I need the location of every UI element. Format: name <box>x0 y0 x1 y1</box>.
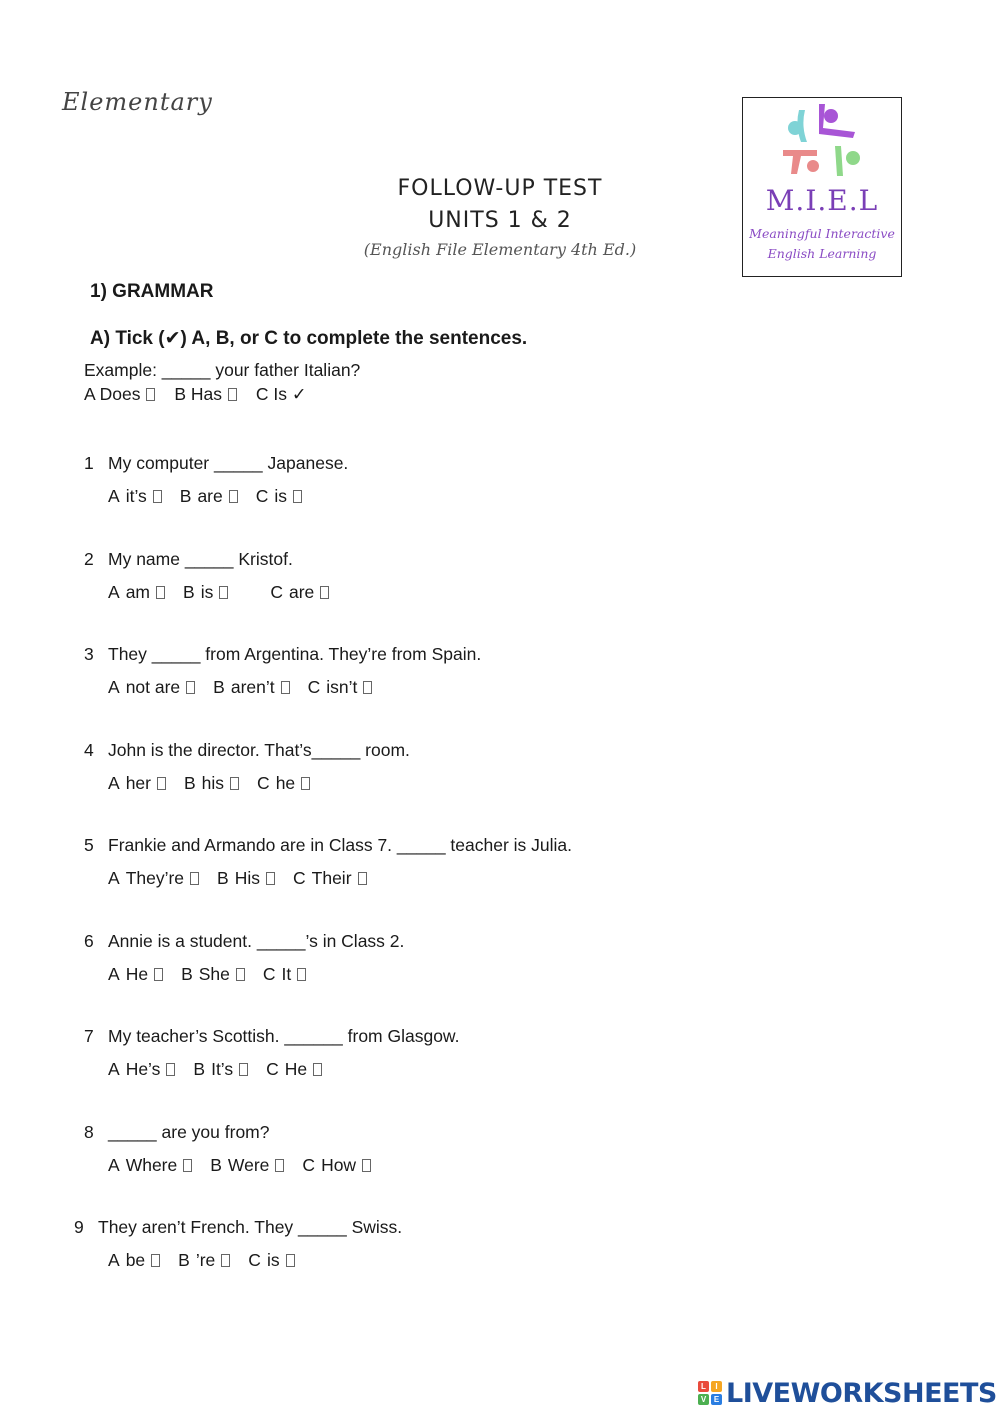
option-text: His <box>234 868 261 888</box>
miel-figures-icon <box>743 98 901 184</box>
option-text: ’re <box>195 1250 216 1270</box>
brand-cube: I <box>711 1381 722 1392</box>
option-letter: A <box>108 868 120 888</box>
question-text: _____ are you from? <box>108 1121 270 1142</box>
test-units: UNITS 1 & 2 <box>428 208 572 233</box>
example-option-text: Is <box>273 384 288 404</box>
answer-options <box>108 868 371 889</box>
question-number: 6 <box>84 930 94 951</box>
question-8 <box>84 1122 270 1143</box>
miel-logo <box>742 97 902 277</box>
level-label: Elementary <box>62 88 213 116</box>
answer-options <box>108 964 310 985</box>
question-number: 4 <box>84 739 94 760</box>
option-letter: B <box>183 772 196 793</box>
option-checkbox[interactable] <box>229 490 238 503</box>
logo-figure-body-purple <box>819 104 855 138</box>
option-checkbox[interactable] <box>156 586 165 599</box>
option-checkbox[interactable] <box>286 1254 295 1267</box>
option-letter: A <box>108 1059 120 1079</box>
option-letter: C <box>257 772 270 793</box>
option-letter: A <box>108 772 120 793</box>
option-checkbox[interactable] <box>153 490 162 503</box>
option-checkbox[interactable] <box>301 777 310 790</box>
option-checkbox[interactable] <box>313 1063 322 1076</box>
logo-figure-body-teal <box>797 110 807 142</box>
question-number: 8 <box>84 1121 94 1142</box>
question-number: 5 <box>84 835 94 855</box>
section-heading: 1) GRAMMAR <box>90 281 214 302</box>
option-letter: C <box>270 581 283 602</box>
option-letter: B <box>178 1250 190 1270</box>
answer-options <box>108 677 376 698</box>
instruction: A) Tick (✔) A, B, or C to complete the sentences. <box>90 328 528 349</box>
option-text: Their <box>311 868 352 888</box>
option-text: It <box>281 963 292 984</box>
question-text: They _____ from Argentina. They’re from Spain. <box>108 644 482 664</box>
option-checkbox[interactable] <box>166 1063 175 1076</box>
option-checkbox[interactable] <box>190 872 199 885</box>
option-checkbox[interactable] <box>151 1254 160 1267</box>
option-text: is <box>266 1250 280 1270</box>
option-text: he <box>275 772 296 793</box>
logo-name: M.I.E.L <box>765 184 879 217</box>
option-checkbox[interactable] <box>183 1159 192 1172</box>
brand-cube: E <box>711 1394 722 1405</box>
test-subtitle: (English File Elementary 4th Ed.) <box>363 240 637 259</box>
option-checkbox[interactable] <box>186 681 195 694</box>
question-2 <box>84 549 293 570</box>
option-text: He’s <box>125 1059 161 1079</box>
logo-figure-head-purple <box>824 109 838 123</box>
option-letter: C <box>248 1250 261 1270</box>
option-text: her <box>125 772 151 793</box>
check-mark-icon: ✓ <box>291 384 307 404</box>
option-checkbox[interactable] <box>297 968 306 981</box>
question-text: John is the director. That’s_____ room. <box>108 739 410 760</box>
logo-figure-body-green <box>835 146 843 176</box>
option-checkbox[interactable] <box>281 681 290 694</box>
answer-options <box>108 486 306 507</box>
answer-options <box>108 582 333 603</box>
option-letter: C <box>307 677 321 697</box>
option-text: be <box>125 1250 146 1270</box>
option-letter: B <box>193 1059 206 1079</box>
question-1 <box>84 453 348 474</box>
option-text: am <box>125 581 150 602</box>
example-option-text: Does <box>99 384 141 404</box>
option-text: He <box>125 963 149 984</box>
logo-figure-head-green <box>846 151 860 165</box>
brand-cube: V <box>698 1394 709 1405</box>
option-letter: A <box>108 677 120 697</box>
question-number: 2 <box>84 548 94 569</box>
option-checkbox[interactable] <box>236 968 245 981</box>
option-checkbox[interactable] <box>358 872 367 885</box>
question-text: My teacher’s Scottish. ______ from Glasgow. <box>108 1026 460 1046</box>
option-text: How <box>321 1154 357 1175</box>
option-text: Where <box>125 1154 178 1175</box>
answer-options <box>108 1155 375 1176</box>
example-option-letter: C <box>255 384 269 404</box>
option-checkbox[interactable] <box>363 681 372 694</box>
example-options <box>84 384 307 405</box>
question-5 <box>84 835 572 856</box>
question-text: Annie is a student. _____’s in Class 2. <box>108 930 405 951</box>
option-letter: A <box>108 1250 120 1270</box>
option-letter: A <box>108 1154 120 1175</box>
question-9 <box>74 1217 402 1238</box>
option-checkbox[interactable] <box>362 1159 371 1172</box>
question-4 <box>84 740 410 761</box>
option-letter: C <box>302 1154 316 1175</box>
checkbox[interactable] <box>228 388 237 401</box>
question-text: My name _____ Kristof. <box>108 548 293 569</box>
liveworksheets-logo <box>698 1378 997 1408</box>
logo-tagline-2: English Learning <box>767 246 877 261</box>
option-checkbox[interactable] <box>266 872 275 885</box>
option-letter: B <box>210 1154 222 1175</box>
option-text: Were <box>227 1154 270 1175</box>
logo-figure-head-red <box>807 160 819 172</box>
option-checkbox[interactable] <box>219 586 228 599</box>
option-letter: A <box>108 486 120 506</box>
option-letter: A <box>108 963 120 984</box>
option-letter: B <box>181 963 193 984</box>
option-checkbox[interactable] <box>157 777 166 790</box>
option-text: his <box>201 772 225 793</box>
option-text: aren’t <box>230 677 275 697</box>
logo-tagline-1: Meaningful Interactive <box>749 226 895 241</box>
option-letter: B <box>183 581 195 602</box>
option-letter: C <box>255 486 269 506</box>
question-number: 7 <box>84 1026 94 1046</box>
option-text: isn’t <box>326 677 358 697</box>
option-checkbox[interactable] <box>293 490 302 503</box>
question-6 <box>84 931 404 952</box>
option-checkbox[interactable] <box>275 1159 284 1172</box>
liveworksheets-cubes-icon <box>698 1381 722 1405</box>
liveworksheets-brand: LIVEWORKSHEETS <box>726 1377 997 1409</box>
option-text: it’s <box>125 486 147 506</box>
option-text: They’re <box>125 868 185 888</box>
option-text: not are <box>125 677 181 697</box>
option-checkbox[interactable] <box>239 1063 248 1076</box>
option-text: She <box>198 963 230 984</box>
question-text: My computer _____ Japanese. <box>108 453 349 473</box>
option-letter: B <box>213 677 225 697</box>
option-letter: A <box>108 581 120 602</box>
answer-options <box>108 1059 326 1080</box>
option-text: is <box>274 486 288 506</box>
question-3 <box>84 644 481 665</box>
option-letter: B <box>179 486 192 506</box>
option-letter: B <box>217 868 229 888</box>
test-title: FOLLOW-UP TEST <box>397 176 603 201</box>
option-letter: C <box>293 868 306 888</box>
question-text: They aren’t French. They _____ Swiss. <box>98 1217 403 1237</box>
question-text: Frankie and Armando are in Class 7. _____ teacher is Julia. <box>108 835 573 855</box>
option-text: is <box>200 581 214 602</box>
answer-options <box>108 773 314 794</box>
option-letter: C <box>262 963 276 984</box>
question-number: 3 <box>84 644 94 664</box>
option-checkbox[interactable] <box>320 586 329 599</box>
example-question: Example: _____ your father Italian? <box>84 360 361 380</box>
option-text: He <box>284 1059 308 1079</box>
answer-options <box>108 1250 299 1271</box>
example-option-letter: A <box>84 384 95 404</box>
brand-cube: L <box>698 1381 709 1392</box>
example-option-text: Has <box>190 384 223 404</box>
option-checkbox[interactable] <box>230 777 239 790</box>
option-text: are <box>288 581 315 602</box>
question-number: 1 <box>84 453 94 473</box>
option-checkbox[interactable] <box>221 1254 230 1267</box>
option-checkbox[interactable] <box>154 968 163 981</box>
example-option-letter: B <box>174 384 187 404</box>
checkbox[interactable] <box>146 388 155 401</box>
option-text: It’s <box>211 1059 234 1079</box>
question-7 <box>84 1026 459 1047</box>
option-letter: C <box>266 1059 279 1079</box>
question-number: 9 <box>74 1217 84 1237</box>
option-text: are <box>197 486 223 506</box>
